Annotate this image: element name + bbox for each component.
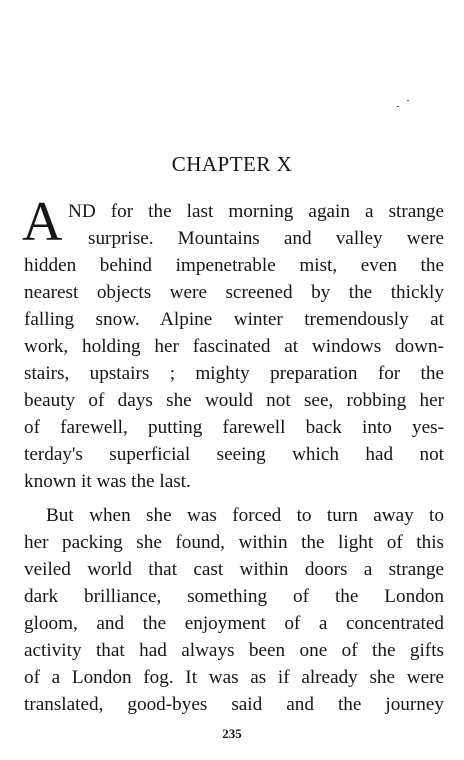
text-line: known it was the last.	[24, 471, 191, 492]
text-line: hidden behind impenetrable mist, even the	[24, 255, 444, 276]
text-line: of farewell, putting farewell back into yes-	[24, 417, 444, 438]
scan-speck	[397, 106, 399, 107]
text-line: dark brilliance, something of the London	[24, 586, 444, 607]
text-line: her packing she found, within the light of this	[24, 532, 444, 553]
text-line: of a London fog. It was as if already she were	[24, 667, 444, 688]
page-number: 235	[222, 726, 242, 741]
text-line: terday's superficial seeing which had not	[24, 444, 444, 465]
text-line: stairs, upstairs ; mighty preparation for the	[24, 363, 444, 384]
text-line: nearest objects were screened by the thickly	[24, 282, 444, 303]
drop-cap: A	[22, 191, 63, 253]
text-line: activity that had always been one of the gifts	[24, 640, 444, 661]
text-line: beauty of days she would not see, robbing her	[24, 390, 444, 411]
text-line: gloom, and the enjoyment of a concentrated	[24, 613, 444, 634]
chapter-title: CHAPTER X	[171, 152, 293, 176]
text-line: But when she was forced to turn away to	[46, 505, 444, 526]
text-line: work, holding her fascinated at windows down-	[24, 336, 444, 357]
text-line: translated, good-byes said and the journey	[24, 694, 444, 715]
text-line: surprise. Mountains and valley were	[88, 228, 444, 249]
scan-speck	[407, 100, 409, 101]
text-line: ND for the last morning again a strange	[68, 201, 444, 222]
text-line: falling snow. Alpine winter tremendously at	[24, 309, 444, 330]
text-line: veiled world that cast within doors a strange	[24, 559, 444, 580]
